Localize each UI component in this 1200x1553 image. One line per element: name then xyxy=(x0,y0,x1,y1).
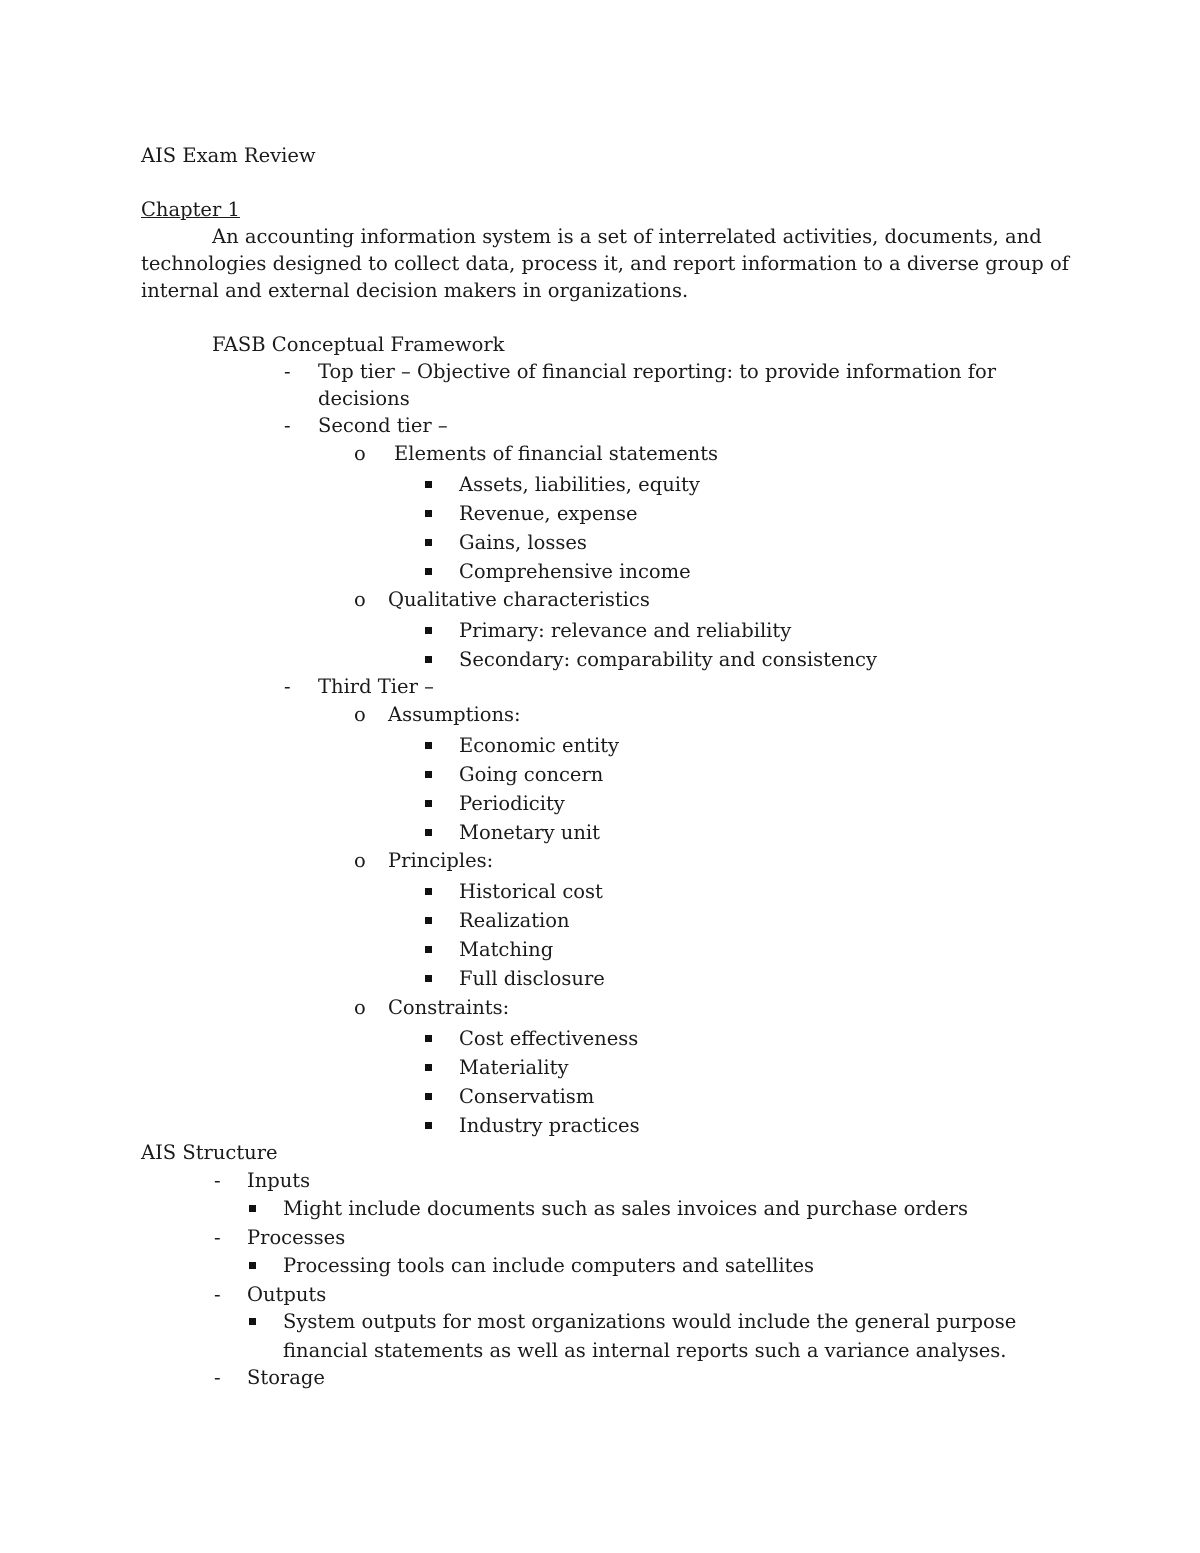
constraints-item: Industry practices xyxy=(459,1114,640,1137)
intro-line-2: technologies designed to collect data, process it, and report information to a diverse group of xyxy=(141,252,1069,275)
square-bullet-icon xyxy=(425,800,432,807)
processes-detail: Processing tools can include computers and satellites xyxy=(283,1254,814,1277)
circle-marker: o xyxy=(354,996,366,1019)
square-bullet-icon xyxy=(425,829,432,836)
dash-marker: - xyxy=(214,1366,221,1389)
principles-item: Matching xyxy=(459,938,554,961)
square-bullet-icon xyxy=(425,481,432,488)
principles-item: Realization xyxy=(459,909,570,932)
assumptions-item: Periodicity xyxy=(459,792,565,815)
assumptions-item: Going concern xyxy=(459,763,604,786)
qualitative-heading: Qualitative characteristics xyxy=(388,588,650,611)
dash-marker: - xyxy=(214,1169,221,1192)
document-title: AIS Exam Review xyxy=(141,144,316,167)
top-tier-line-2: decisions xyxy=(318,387,410,410)
chapter-heading: Chapter 1 xyxy=(141,198,240,221)
fasb-heading: FASB Conceptual Framework xyxy=(212,333,505,356)
elements-item: Comprehensive income xyxy=(459,560,691,583)
square-bullet-icon xyxy=(425,627,432,634)
circle-marker: o xyxy=(354,703,366,726)
constraints-item: Conservatism xyxy=(459,1085,595,1108)
assumptions-heading: Assumptions: xyxy=(388,703,521,726)
circle-marker: o xyxy=(354,442,366,465)
square-bullet-icon xyxy=(249,1205,256,1212)
assumptions-item: Monetary unit xyxy=(459,821,600,844)
third-tier: Third Tier – xyxy=(318,675,434,698)
outputs-detail-line-2: financial statements as well as internal reports such a variance analyses. xyxy=(283,1339,1007,1362)
square-bullet-icon xyxy=(425,771,432,778)
square-bullet-icon xyxy=(425,510,432,517)
principles-item: Full disclosure xyxy=(459,967,605,990)
square-bullet-icon xyxy=(425,1093,432,1100)
storage-label: Storage xyxy=(247,1366,325,1389)
inputs-detail: Might include documents such as sales invoices and purchase orders xyxy=(283,1197,968,1220)
dash-marker: - xyxy=(214,1283,221,1306)
constraints-item: Cost effectiveness xyxy=(459,1027,639,1050)
circle-marker: o xyxy=(354,849,366,872)
outputs-detail-line-1: System outputs for most organizations would include the general purpose xyxy=(283,1310,1017,1333)
elements-heading: Elements of financial statements xyxy=(394,442,719,465)
elements-item: Assets, liabilities, equity xyxy=(459,473,700,496)
elements-item: Gains, losses xyxy=(459,531,587,554)
square-bullet-icon xyxy=(249,1262,256,1269)
square-bullet-icon xyxy=(425,742,432,749)
dash-marker: - xyxy=(284,675,291,698)
principles-item: Historical cost xyxy=(459,880,603,903)
processes-label: Processes xyxy=(247,1226,346,1249)
square-bullet-icon xyxy=(425,888,432,895)
qualitative-item: Primary: relevance and reliability xyxy=(459,619,792,642)
principles-heading: Principles: xyxy=(388,849,494,872)
square-bullet-icon xyxy=(425,1122,432,1129)
ais-structure-heading: AIS Structure xyxy=(141,1141,278,1164)
constraints-heading: Constraints: xyxy=(388,996,510,1019)
square-bullet-icon xyxy=(425,975,432,982)
inputs-label: Inputs xyxy=(247,1169,311,1192)
dash-marker: - xyxy=(284,414,291,437)
outputs-label: Outputs xyxy=(247,1283,327,1306)
elements-item: Revenue, expense xyxy=(459,502,638,525)
circle-marker: o xyxy=(354,588,366,611)
square-bullet-icon xyxy=(425,1035,432,1042)
dash-marker: - xyxy=(284,360,291,383)
square-bullet-icon xyxy=(425,946,432,953)
square-bullet-icon xyxy=(425,568,432,575)
top-tier-line-1: Top tier – Objective of financial reporting: to provide information for xyxy=(318,360,997,383)
intro-line-3: internal and external decision makers in organizations. xyxy=(141,279,689,302)
constraints-item: Materiality xyxy=(459,1056,569,1079)
qualitative-item: Secondary: comparability and consistency xyxy=(459,648,877,671)
square-bullet-icon xyxy=(425,917,432,924)
assumptions-item: Economic entity xyxy=(459,734,620,757)
second-tier: Second tier – xyxy=(318,414,448,437)
intro-line-1: An accounting information system is a set of interrelated activities, documents, and xyxy=(212,225,1042,248)
square-bullet-icon xyxy=(425,539,432,546)
square-bullet-icon xyxy=(425,1064,432,1071)
square-bullet-icon xyxy=(249,1318,256,1325)
square-bullet-icon xyxy=(425,656,432,663)
dash-marker: - xyxy=(214,1226,221,1249)
